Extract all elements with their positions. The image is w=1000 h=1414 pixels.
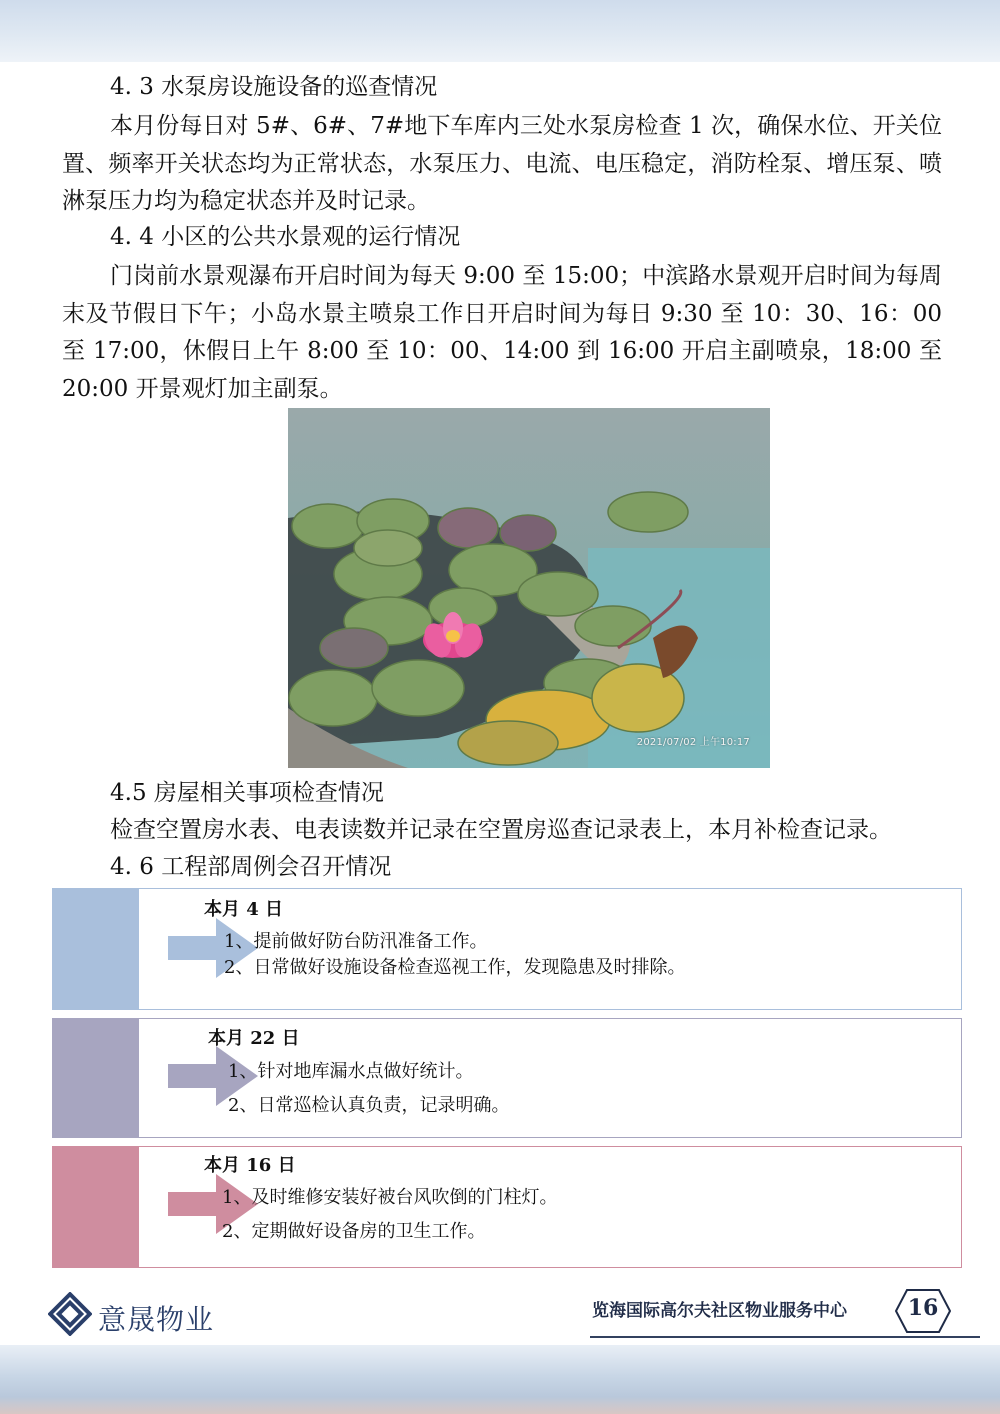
meeting-card (52, 1018, 962, 1138)
meeting-item: 1、及时维修安装好被台风吹倒的门柱灯。 (222, 1187, 558, 1208)
meeting-card (52, 1146, 962, 1268)
logo-text: 意晟物业 (98, 1303, 215, 1336)
meeting-item: 1、针对地库漏水点做好统计。 (228, 1061, 474, 1082)
meeting-date: 本月 22 日 (208, 1028, 300, 1049)
section-heading-4-5: 4.5 房屋相关事项检查情况 (110, 780, 384, 806)
meeting-item: 2、日常做好设施设备检查巡视工作，发现隐患及时排除。 (224, 957, 686, 978)
meeting-item: 2、日常巡检认真负责，记录明确。 (228, 1095, 510, 1116)
footer-org-name: 览海国际高尔夫社区物业服务中心 (592, 1301, 847, 1321)
card-accent-bar (52, 1146, 138, 1268)
meeting-item: 1、提前做好防台防汛准备工作。 (224, 931, 488, 952)
page-number-badge (895, 1288, 951, 1334)
meeting-item: 2、定期做好设备房的卫生工作。 (222, 1221, 486, 1242)
meeting-card (52, 888, 962, 1010)
section-heading-4-6: 4. 6 工程部周例会召开情况 (110, 854, 392, 880)
section-heading-4-4: 4. 4 小区的公共水景观的运行情况 (110, 224, 461, 250)
footer-divider (590, 1336, 980, 1338)
section-heading-4-3: 4. 3 水泵房设施设备的巡查情况 (110, 74, 438, 100)
card-accent-bar (52, 888, 138, 1010)
meeting-date: 本月 16 日 (204, 1155, 296, 1176)
photo-timestamp: 2021/07/02 上午10:17 (636, 737, 750, 748)
section-body-4-3: 本月份每日对 5#、6#、7#地下车库内三处水泵房检查 1 次，确保水位、开关位置、频率开关状态均为正常状态，水泵压力、电流、电压稳定，消防栓泵、增压泵、喷淋泵压力均为稳定状态并及时记录。 (62, 113, 942, 214)
header-sky-banner (0, 0, 1000, 62)
company-logo (48, 1292, 238, 1338)
footer-sky-banner (0, 1345, 1000, 1414)
section-body-4-5: 检查空置房水表、电表读数并记录在空置房巡查记录表上，本月补检查记录。 (110, 817, 892, 843)
meeting-date: 本月 4 日 (204, 899, 284, 920)
card-accent-bar (52, 1018, 138, 1138)
water-lily-photo (288, 408, 770, 768)
knot-logo-icon (48, 1292, 92, 1336)
section-body-4-4: 门岗前水景观瀑布开启时间为每天 9:00 至 15:00；中滨路水景观开启时间为每周末及节假日下午；小岛水景主喷泉工作日开启时间为每日 9:30 至 10：30、16：00 至 17:00，休假日上午 8:00 至 10：00、14:00 到 16:00 开启主副喷泉，18:00 至 20:00 开景观灯加主副泵。 (62, 263, 942, 402)
page-number: 16 (907, 1295, 939, 1321)
